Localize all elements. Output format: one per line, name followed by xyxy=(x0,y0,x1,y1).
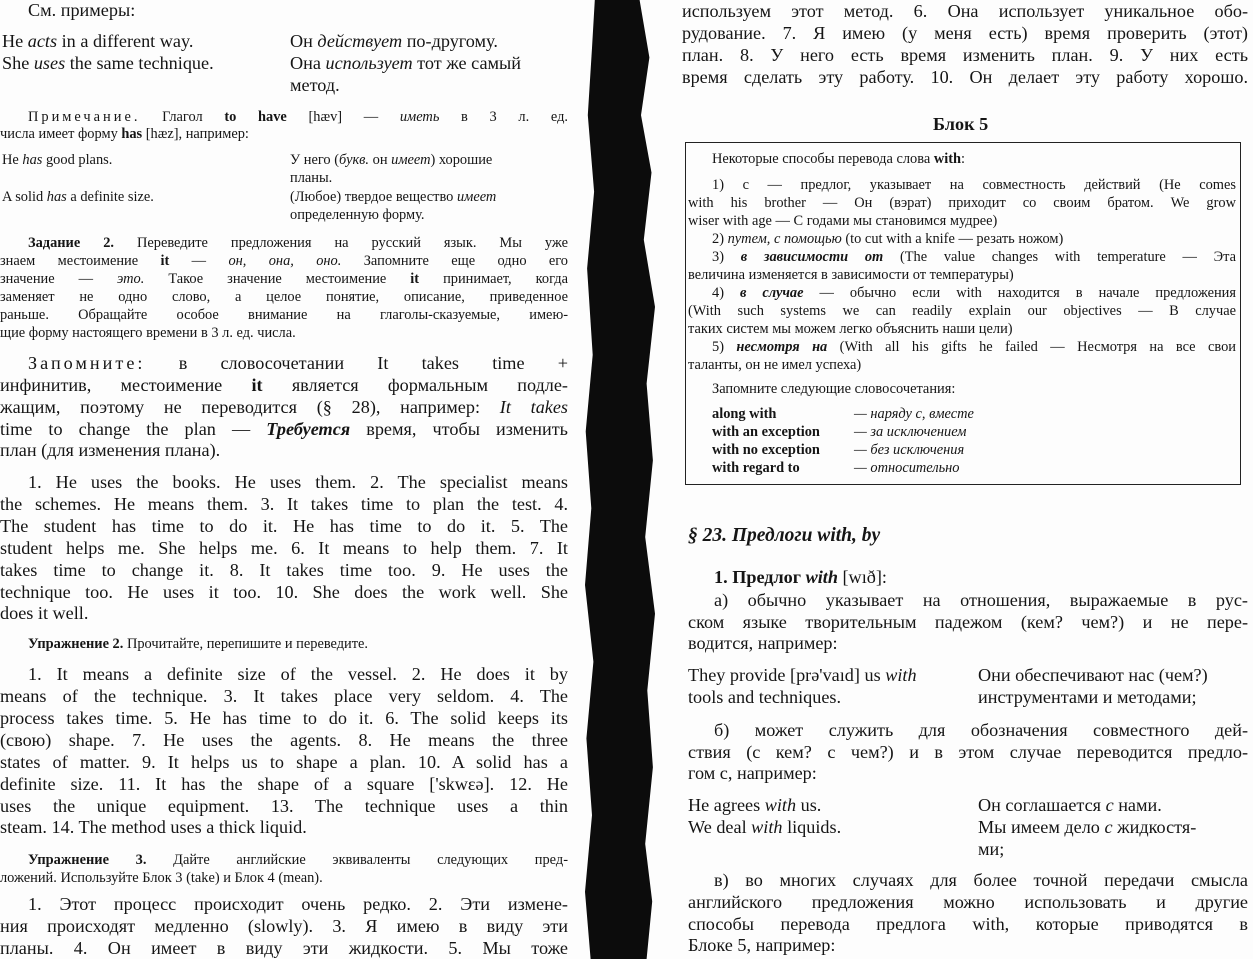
example-ru: Они обеспечивают нас (чем?) xyxy=(978,665,1208,685)
phrase-ru: — без исключения xyxy=(854,442,965,458)
remember-line: Запомните: в словосочетании It takes time + xyxy=(28,353,568,373)
exercise-line: takes time to change it. 8. It takes time too. 9. He uses the xyxy=(0,560,568,580)
exercise-heading: Упражнение 3. Дайте английские эквиваленты следующих пред- xyxy=(28,852,568,868)
exercise-heading: ложений. Используйте Блок 3 (take) и Блок 4 (mean). xyxy=(0,870,323,886)
box-line: 2) путем, с помощью (to cut with a knife — резать ножом) xyxy=(712,231,1064,247)
box-line: таланты, он не имел успеха) xyxy=(688,357,862,373)
block-title: Блок 5 xyxy=(933,114,989,134)
phrase-ru: — относительно xyxy=(854,460,960,476)
exercise-line: definite size. 11. It has the shape of a square ['skwεə]. 12. He xyxy=(0,774,568,794)
exercise-line: (свою) shape. 7. He uses the agents. 8. He means the three xyxy=(0,730,568,750)
box-line: 4) в случае — обычно если with находится в начале предложения xyxy=(712,285,1236,301)
text-line: способы перевода предлога with, которые приводятся в xyxy=(688,914,1248,934)
text-line: план. 8. У него есть время изменить план. 9. У них есть xyxy=(682,45,1248,65)
example-ru: Он соглашается с нами. xyxy=(978,795,1162,815)
example-ru: инструментами и методами; xyxy=(978,687,1197,707)
task-line: щие форму настоящего времени в 3 л. ед. числа. xyxy=(0,325,296,341)
example-en: A solid has a definite size. xyxy=(2,189,154,205)
exercise-line: does it well. xyxy=(0,603,89,623)
box-line: 5) несмотря на (With all his gifts he failed — Несмотря на все свои xyxy=(712,339,1236,355)
example-en: We deal with liquids. xyxy=(688,817,842,837)
exercise-line: The student has time to do it. He has time to do it. 5. The xyxy=(0,516,568,536)
note-line: Примечание. Глагол to have [hæv] — иметь в 3 л. ед. xyxy=(28,109,569,125)
box-line: 1) с — предлог, указывает на совместность действий (He comes xyxy=(712,177,1236,193)
phrase-ru: — наряду с, вместе xyxy=(854,406,974,422)
example-en: He agrees with us. xyxy=(688,795,822,815)
box-line: Некоторые способы перевода слова with: xyxy=(712,151,965,167)
example-en: He has good plans. xyxy=(2,152,113,168)
examples-heading: См. примеры: xyxy=(28,0,136,20)
exercise-line: student helps me. She helps me. 6. It means to help them. 7. It xyxy=(0,538,568,558)
text-line: б) может служить для обозначения совместного дей- xyxy=(714,720,1248,740)
exercise-line: 1. He uses the books. He uses them. 2. The specialist means xyxy=(28,472,568,492)
section-title: § 23. Предлоги with, by xyxy=(688,525,881,546)
note-line: числа имеет форму has [hæz], например: xyxy=(0,126,249,142)
box-line: with his brother — Он (вэрат) приходит со своим братом. We grow xyxy=(688,195,1236,211)
task-line: Задание 2. Переведите предложения на русский язык. Мы уже xyxy=(28,235,568,251)
example-ru: У него (букв. он имеет) хорошие xyxy=(290,152,493,168)
box-line: (With such systems we can readily explain our objectives — В случае xyxy=(688,303,1236,319)
example-ru-cont: планы. xyxy=(290,170,333,186)
exercise-line: uses the unique equipment. 13. The technique uses a thin xyxy=(0,796,568,816)
example-en: tools and techniques. xyxy=(688,687,842,707)
text-line: рудование. 7. Я имею (у меня есть) время проверить (этот) xyxy=(682,23,1248,43)
example-en: They provide [prə'vaıd] us with xyxy=(688,665,917,685)
phrase-en: with regard to xyxy=(712,460,800,476)
left-page xyxy=(0,0,575,959)
phrase-ru: — за исключением xyxy=(854,424,967,440)
text-line: время сделать эту работу. 10. Он делает эту работу хорошо. xyxy=(682,67,1248,87)
box-remember: Запомните следующие словосочетания: xyxy=(712,381,956,397)
exercise-line: 1. It means a definite size of the vessel. 2. He does it by xyxy=(28,664,568,684)
exercise-line: process takes time. 5. He has time to do it. 6. The solid keeps its xyxy=(0,708,568,728)
exercise-line: 1. Этот процесс происходит очень редко. 2. Эти измене- xyxy=(28,894,568,914)
text-line: ском языке творительным падежом (кем? чем?) и не пере- xyxy=(688,612,1248,632)
remember-line: инфинитив, местоимение it является формальным подле- xyxy=(0,375,568,395)
remember-line: план (для изменения плана). xyxy=(0,440,221,460)
remember-line: time to change the plan — Требуется время, чтобы изменить xyxy=(0,419,568,439)
example-ru-cont: ми; xyxy=(978,839,1005,859)
example-en: He acts in a different way. xyxy=(2,31,194,51)
example-ru: Он действует по-другому. xyxy=(290,31,498,51)
example-ru: Она использует тот же самый xyxy=(290,53,522,73)
task-line: заменяет не одно слово, а целое понятие, описание, приведенное xyxy=(0,289,568,305)
text-line: гом с, например: xyxy=(688,763,817,783)
exercise-line: the schemes. He means them. 3. It takes time to plan the test. 4. xyxy=(0,494,568,514)
right-page xyxy=(678,0,1253,959)
box-line: таких систем мы можем легко объяснить наши цели) xyxy=(688,321,1013,337)
block-5-box xyxy=(685,142,1241,485)
phrase-en: along with xyxy=(712,406,777,422)
exercise-line: states of matter. 9. It helps us to shape a plan. 10. A solid has a xyxy=(0,752,568,772)
example-ru: (Любое) твердое вещество имеет xyxy=(290,189,497,205)
example-ru-cont: метод. xyxy=(290,75,340,95)
text-line: водится, например: xyxy=(688,633,838,653)
subheading: 1. Предлог with [wıð]: xyxy=(714,567,887,587)
task-line: значение — это. Такое значение местоимение it принимает, когда xyxy=(0,271,568,287)
text-line: используем этот метод. 6. Она использует уникальное обо- xyxy=(682,1,1248,21)
exercise-line: steam. 14. The method uses a thick liquid. xyxy=(0,817,307,837)
text-line: английского предложения можно использовать и другие xyxy=(688,892,1248,912)
task-line: знаем местоимение it — он, она, оно. Запомните еще одно его xyxy=(0,253,569,269)
exercise-line: technique too. He uses it too. 10. She does the work well. She xyxy=(0,582,568,602)
text-line: ствия (с кем? с чем?) и в этом случае переводится предло- xyxy=(688,742,1248,762)
box-line: wiser with age — С годами мы становимся мудрее) xyxy=(688,213,998,229)
text-line: а) обычно указывает на отношения, выражаемые в рус- xyxy=(714,590,1248,610)
book-spine-shadow xyxy=(585,0,655,959)
text-line: Блоке 5, например: xyxy=(688,935,836,955)
remember-line: жащим, поэтому не переводится (§ 28), например: It takes xyxy=(0,397,569,417)
exercise-line: ния происходят медленно (slowly). 3. Я имею в виду эти xyxy=(0,916,568,936)
exercise-line: планы. 4. Он имеет в виду эти жидкости. 5. Мы тоже xyxy=(0,938,568,958)
phrase-en: with no exception xyxy=(712,442,820,458)
box-line: величина изменяется в зависимости от температуры) xyxy=(688,267,1014,283)
example-ru: Мы имеем дело с жидкостя- xyxy=(978,817,1197,837)
phrase-en: with an exception xyxy=(712,424,820,440)
example-en: She uses the same technique. xyxy=(2,53,214,73)
text-line: в) во многих случаях для более точной передачи смысла xyxy=(714,870,1248,890)
task-line: раньше. Обращайте особое внимание на глаголы-сказуемые, имею- xyxy=(0,307,568,323)
example-ru-cont: определенную форму. xyxy=(290,207,425,223)
box-line: 3) в зависимости от (The value changes with temperature — Эта xyxy=(712,249,1236,265)
exercise-heading: Упражнение 2. Прочитайте, перепишите и переведите. xyxy=(28,636,369,652)
exercise-line: means of the technique. 3. It takes place very seldom. 4. The xyxy=(0,686,568,706)
